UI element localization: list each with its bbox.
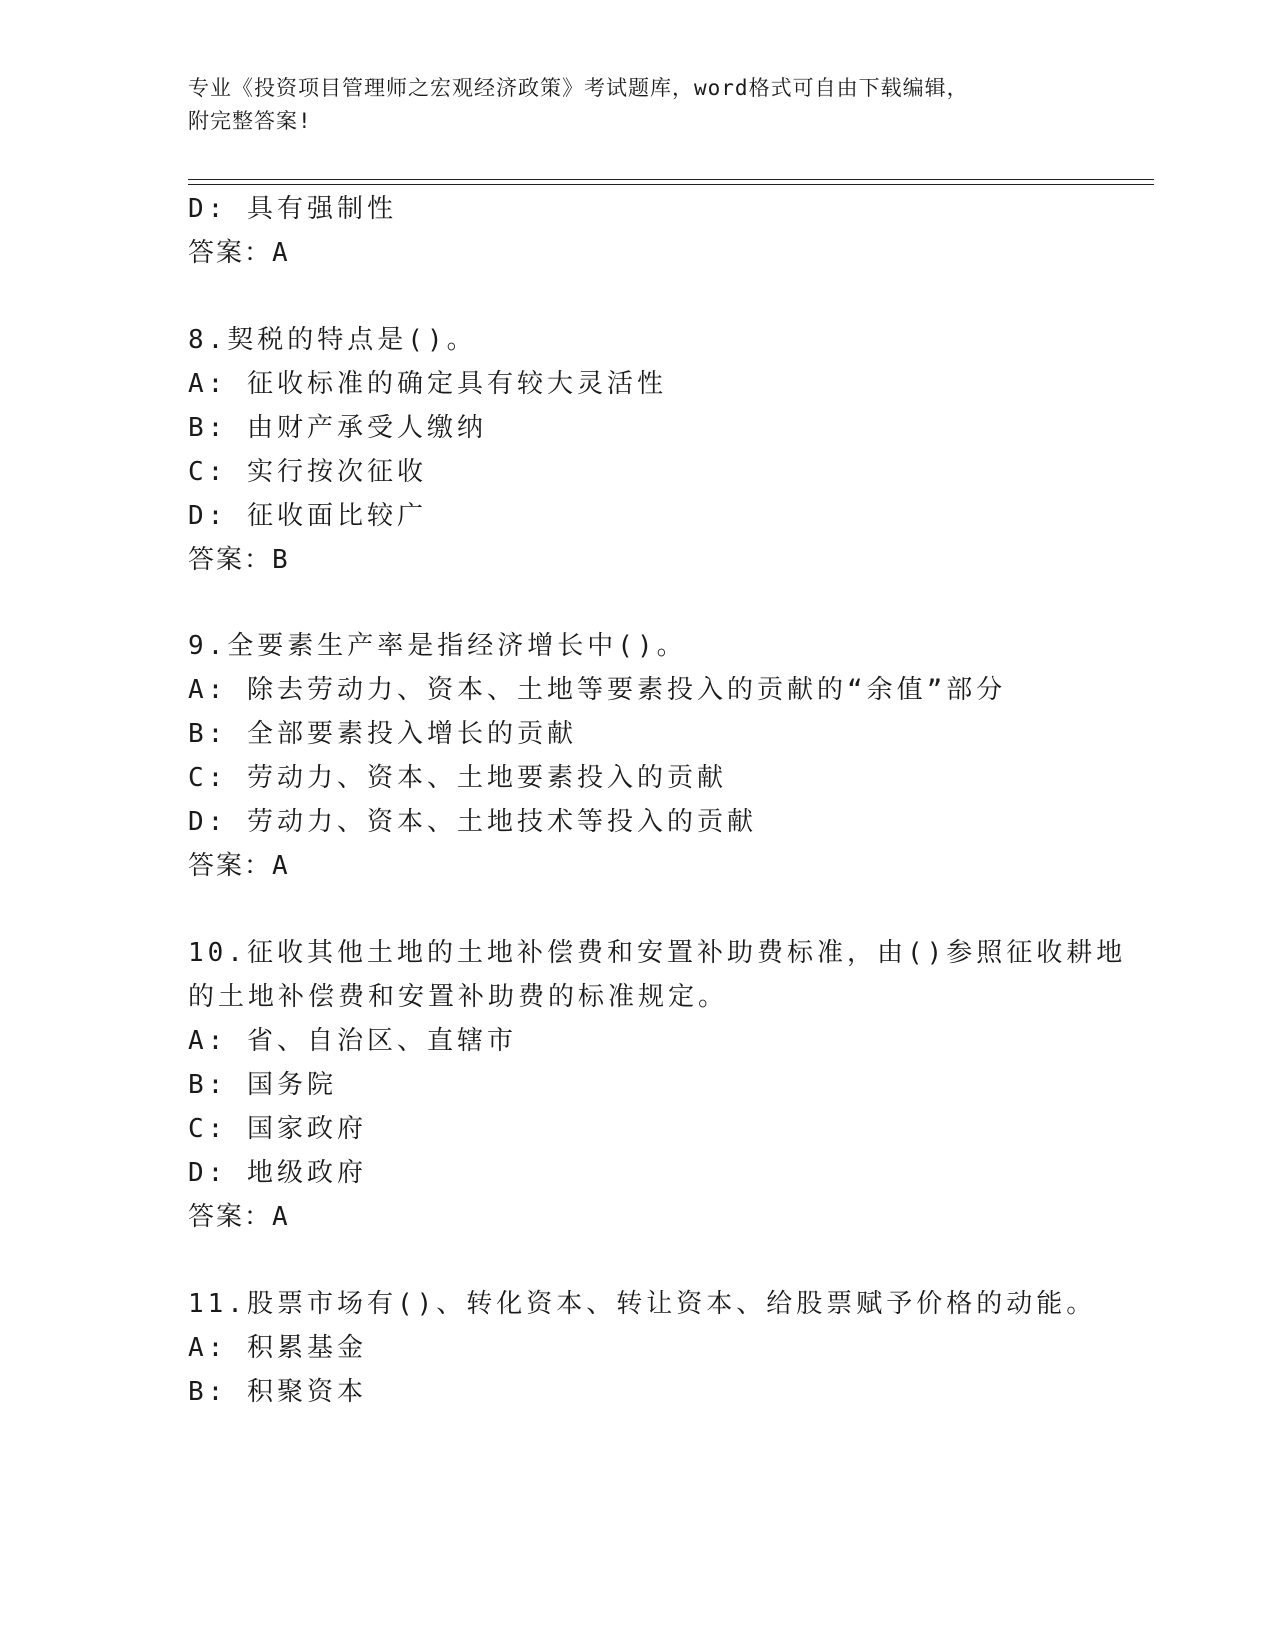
answer-value: B bbox=[272, 545, 290, 575]
answer-label: 答案： bbox=[188, 238, 273, 268]
q10-stem-line-1: 10.征收其他土地的土地补偿费和安置补助费标准，由()参照征收耕地 bbox=[188, 938, 1127, 968]
q8-option-c: C: 实行按次征收 bbox=[188, 457, 427, 487]
q7-answer bbox=[188, 236, 290, 270]
header-divider-top bbox=[188, 179, 1154, 180]
answer-value: A bbox=[272, 851, 290, 881]
q11-option-b: B: 积聚资本 bbox=[188, 1377, 367, 1407]
q10-option-b: B: 国务院 bbox=[188, 1070, 337, 1100]
q8-option-b: B: 由财产承受人缴纳 bbox=[188, 413, 487, 443]
q9-option-c: C: 劳动力、资本、土地要素投入的贡献 bbox=[188, 763, 727, 793]
q9-option-a: A: 除去劳动力、资本、土地等要素投入的贡献的“余值”部分 bbox=[188, 675, 1007, 705]
answer-value: A bbox=[272, 1202, 290, 1232]
header-line-2: 附完整答案! bbox=[188, 109, 312, 133]
q9-stem: 9.全要素生产率是指经济增长中()。 bbox=[188, 631, 687, 661]
q11-option-a: A: 积累基金 bbox=[188, 1333, 367, 1363]
q8-stem: 8.契税的特点是()。 bbox=[188, 325, 477, 355]
q11-stem: 11.股票市场有()、转化资本、转让资本、给股票赋予价格的动能。 bbox=[188, 1289, 1097, 1319]
q8-option-d: D: 征收面比较广 bbox=[188, 501, 427, 531]
answer-label: 答案： bbox=[188, 545, 273, 575]
q10-option-c: C: 国家政府 bbox=[188, 1114, 367, 1144]
q10-answer bbox=[188, 1200, 290, 1234]
answer-label: 答案： bbox=[188, 1202, 273, 1232]
header-divider-bottom bbox=[188, 184, 1154, 185]
answer-value: A bbox=[272, 238, 290, 268]
q7-option-d: D: 具有强制性 bbox=[188, 194, 397, 224]
q10-option-d: D: 地级政府 bbox=[188, 1158, 367, 1188]
q9-option-b: B: 全部要素投入增长的贡献 bbox=[188, 719, 577, 749]
q8-answer bbox=[188, 543, 290, 577]
q10-stem-line-2: 的土地补偿费和安置补助费的标准规定。 bbox=[188, 982, 729, 1012]
q8-option-a: A: 征收标准的确定具有较大灵活性 bbox=[188, 369, 667, 399]
q9-answer bbox=[188, 849, 290, 883]
answer-label: 答案： bbox=[188, 851, 273, 881]
header-line-1: 专业《投资项目管理师之宏观经济政策》考试题库，word格式可自由下载编辑， bbox=[188, 76, 969, 100]
document-header bbox=[188, 72, 1088, 138]
q10-option-a: A: 省、自治区、直辖市 bbox=[188, 1026, 517, 1056]
q9-option-d: D: 劳动力、资本、土地技术等投入的贡献 bbox=[188, 807, 757, 837]
